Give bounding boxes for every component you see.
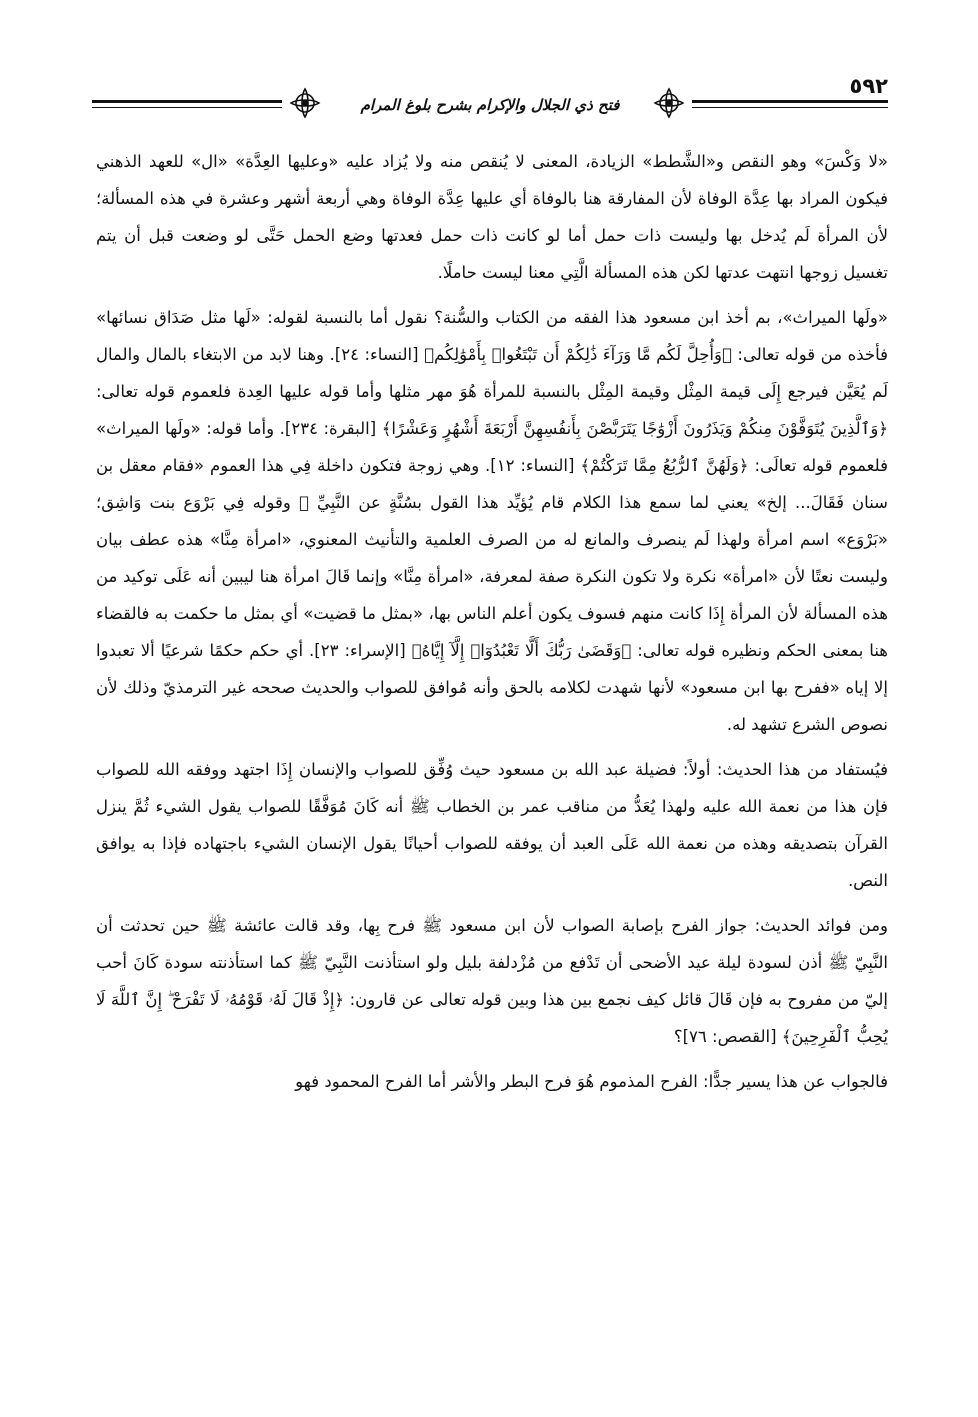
right-ornament-icon: [652, 86, 686, 120]
header-rule-right: [692, 100, 888, 103]
paragraph: «ولَها الميراث»، بم أخذ ابن مسعود هذا الفقه من الكتاب والسُّنة؟ نقول أما بالنسبة لقوله: «لَها مثل صَدَاق نسائها» فأخذه من قوله تعالى: ﴿وَأُحِلَّ لَكُم مَّا وَرَآءَ ذَٰلِكُمْ أَن تَبْتَغُوا۟ بِأَمْوَٰلِكُم﴾ [النساء: ٢٤]. وهنا لابد من الابتغاء بالمال والمال لَم يُعَيَّن فيرجع إِلَى قيمة المِثْل وقيمة المِثْل بالنسبة للمرأة هُوَ مهر مثلها وأما قوله عليها العِدة فلعموم قوله تعالى: ﴿وَٱلَّذِينَ يُتَوَفَّوْنَ مِنكُمْ وَيَذَرُونَ أَزْوَٰجًا يَتَرَبَّصْنَ بِأَنفُسِهِنَّ أَرْبَعَةَ أَشْهُرٍ وَعَشْرًا﴾ [البقرة: ٢٣٤]. وأما قوله: «ولَها الميراث» فلعموم قوله تعالَى: ﴿وَلَهُنَّ ٱلرُّبُعُ مِمَّا تَرَكْتُمْ﴾ [النساء: ١٢]. وهي زوجة فتكون داخلة فِي هذا العموم «فقام معقل بن سنان فَقَالَ... إلخ» يعني لما سمع هذا الكلام قام يُؤيِّد هذا القول بسُنَّةٍ عن النَّبِيِّ ﷺ وقوله فِي بَرْوَع بنت وَاشِق؛ «بَرْوَع» اسم امرأة ولهذا لَم ينصرف والمانع له من الصرف العلمية والتأنيث المعنوي، «امرأة مِنَّا» هذه عطف بيان وليست نعتًا لأن «امرأة» نكرة ولا تكون النكرة صفة لمعرفة، «امرأة مِنَّا» وإنما قَالَ امرأة هنا ليبين أنه عَلَى توكيد من هذه المسألة لأن المرأة إِذَا كانت منهم فسوف يكون أعلم الناس بها، «بمثل ما قضيت» أي بمثل ما حكمت به فالقضاء هنا بمعنى الحكم ونظيره قوله تعالى: ﴿وَقَضَىٰ رَبُّكَ أَلَّا تَعْبُدُوٓا۟ إِلَّآ إِيَّاهُ﴾ [الإسراء: ٢٣]. أي حكم حكمًا شرعيًا ألا تعبدوا إلا إياه «ففرح بها ابن مسعود» لأنها شهدت لكلامه بالحق وأنه مُوافق للصواب والحديث صححه غير الترمذيّ وذلك لأن نصوص الشرع تشهد له.: [96, 308, 889, 734]
header-rule-left: [92, 100, 282, 103]
left-ornament-icon: [288, 86, 322, 120]
page-number: ٥٩٢: [849, 74, 888, 98]
header-rule-left-thin: [92, 107, 282, 108]
book-title: فتح ذي الجلال والإكرام بشرح بلوغ المرام: [360, 96, 620, 114]
paragraph: فالجواب عن هذا يسير جدًّا: الفرح المذموم هُوَ فرح البطر والأشر أما الفرح المحمود فهو: [295, 1072, 888, 1091]
page-header: [92, 74, 888, 134]
paragraph: ومن فوائد الحديث: جواز الفرح بإصابة الصواب لأن ابن مسعود ﷺ فرح بِها، وقد قالت عائشة ﷺ حين تحدثت أن النَّبِيّ ﷺ أذن لسودة ليلة عيد الأضحى أن تَدْفع من مُزْدلفة بليل ولو استأذنت النَّبِيّ ﷺ كما استأذنته سودة كَانَ أحب إليّ من مفروح به فإن قَالَ قائل كيف نجمع بين هذا وبين قوله تعالى عن قارون: ﴿إِذْ قَالَ لَهُۥ قَوْمُهُۥ لَا تَفْرَحْ ۖ إِنَّ ٱللَّهَ لَا يُحِبُّ ٱلْفَرِحِينَ﴾ [القصص: ٧٦]؟: [96, 916, 888, 1046]
page-body: [96, 143, 888, 1108]
header-rule-right-thin: [692, 107, 888, 108]
paragraph: «لا وَكْسَ» وهو النقص و«الشَّطط» الزيادة، المعنى لا يُنقص منه ولا يُزاد عليه «وعليها العِدَّة» «ال» للعهد الذهني فيكون المراد بها عِدَّة الوفاة لأن المفارقة هنا بالوفاة أي عليها عِدَّة الوفاة وهي أربعة أشهر وعشرة في هذه المسألة؛ لأن المرأة لَم يُدخل بها وليست ذات حمل أما لو كانت ذات حمل فعدتها وضع الحمل حَتَّى لو وضعت قبل أن يتم تغسيل زوجها انتهت عدتها لكن هذه المسألة الَّتِي معنا ليست حاملًا.: [96, 152, 888, 282]
paragraph: فيُستفاد من هذا الحديث: أولاً: فضيلة عبد الله بن مسعود حيث وُفِّق للصواب والإنسان إِذَا اجتهد ووفقه الله للصواب فإن هذا من نعمة الله عليه ولهذا يُعَدُّ من مناقب عمر بن الخطاب ﷺ أنه كَانَ مُوَفَّقًا للصواب يقول الشيء ثُمَّ ينزل القرآن بتصديقه وهذه من نعمة الله عَلَى العبد أن يوفقه للصواب أحيانًا يقول الإنسان الشيء باجتهاده فإذا به يوافق النص.: [96, 760, 888, 890]
